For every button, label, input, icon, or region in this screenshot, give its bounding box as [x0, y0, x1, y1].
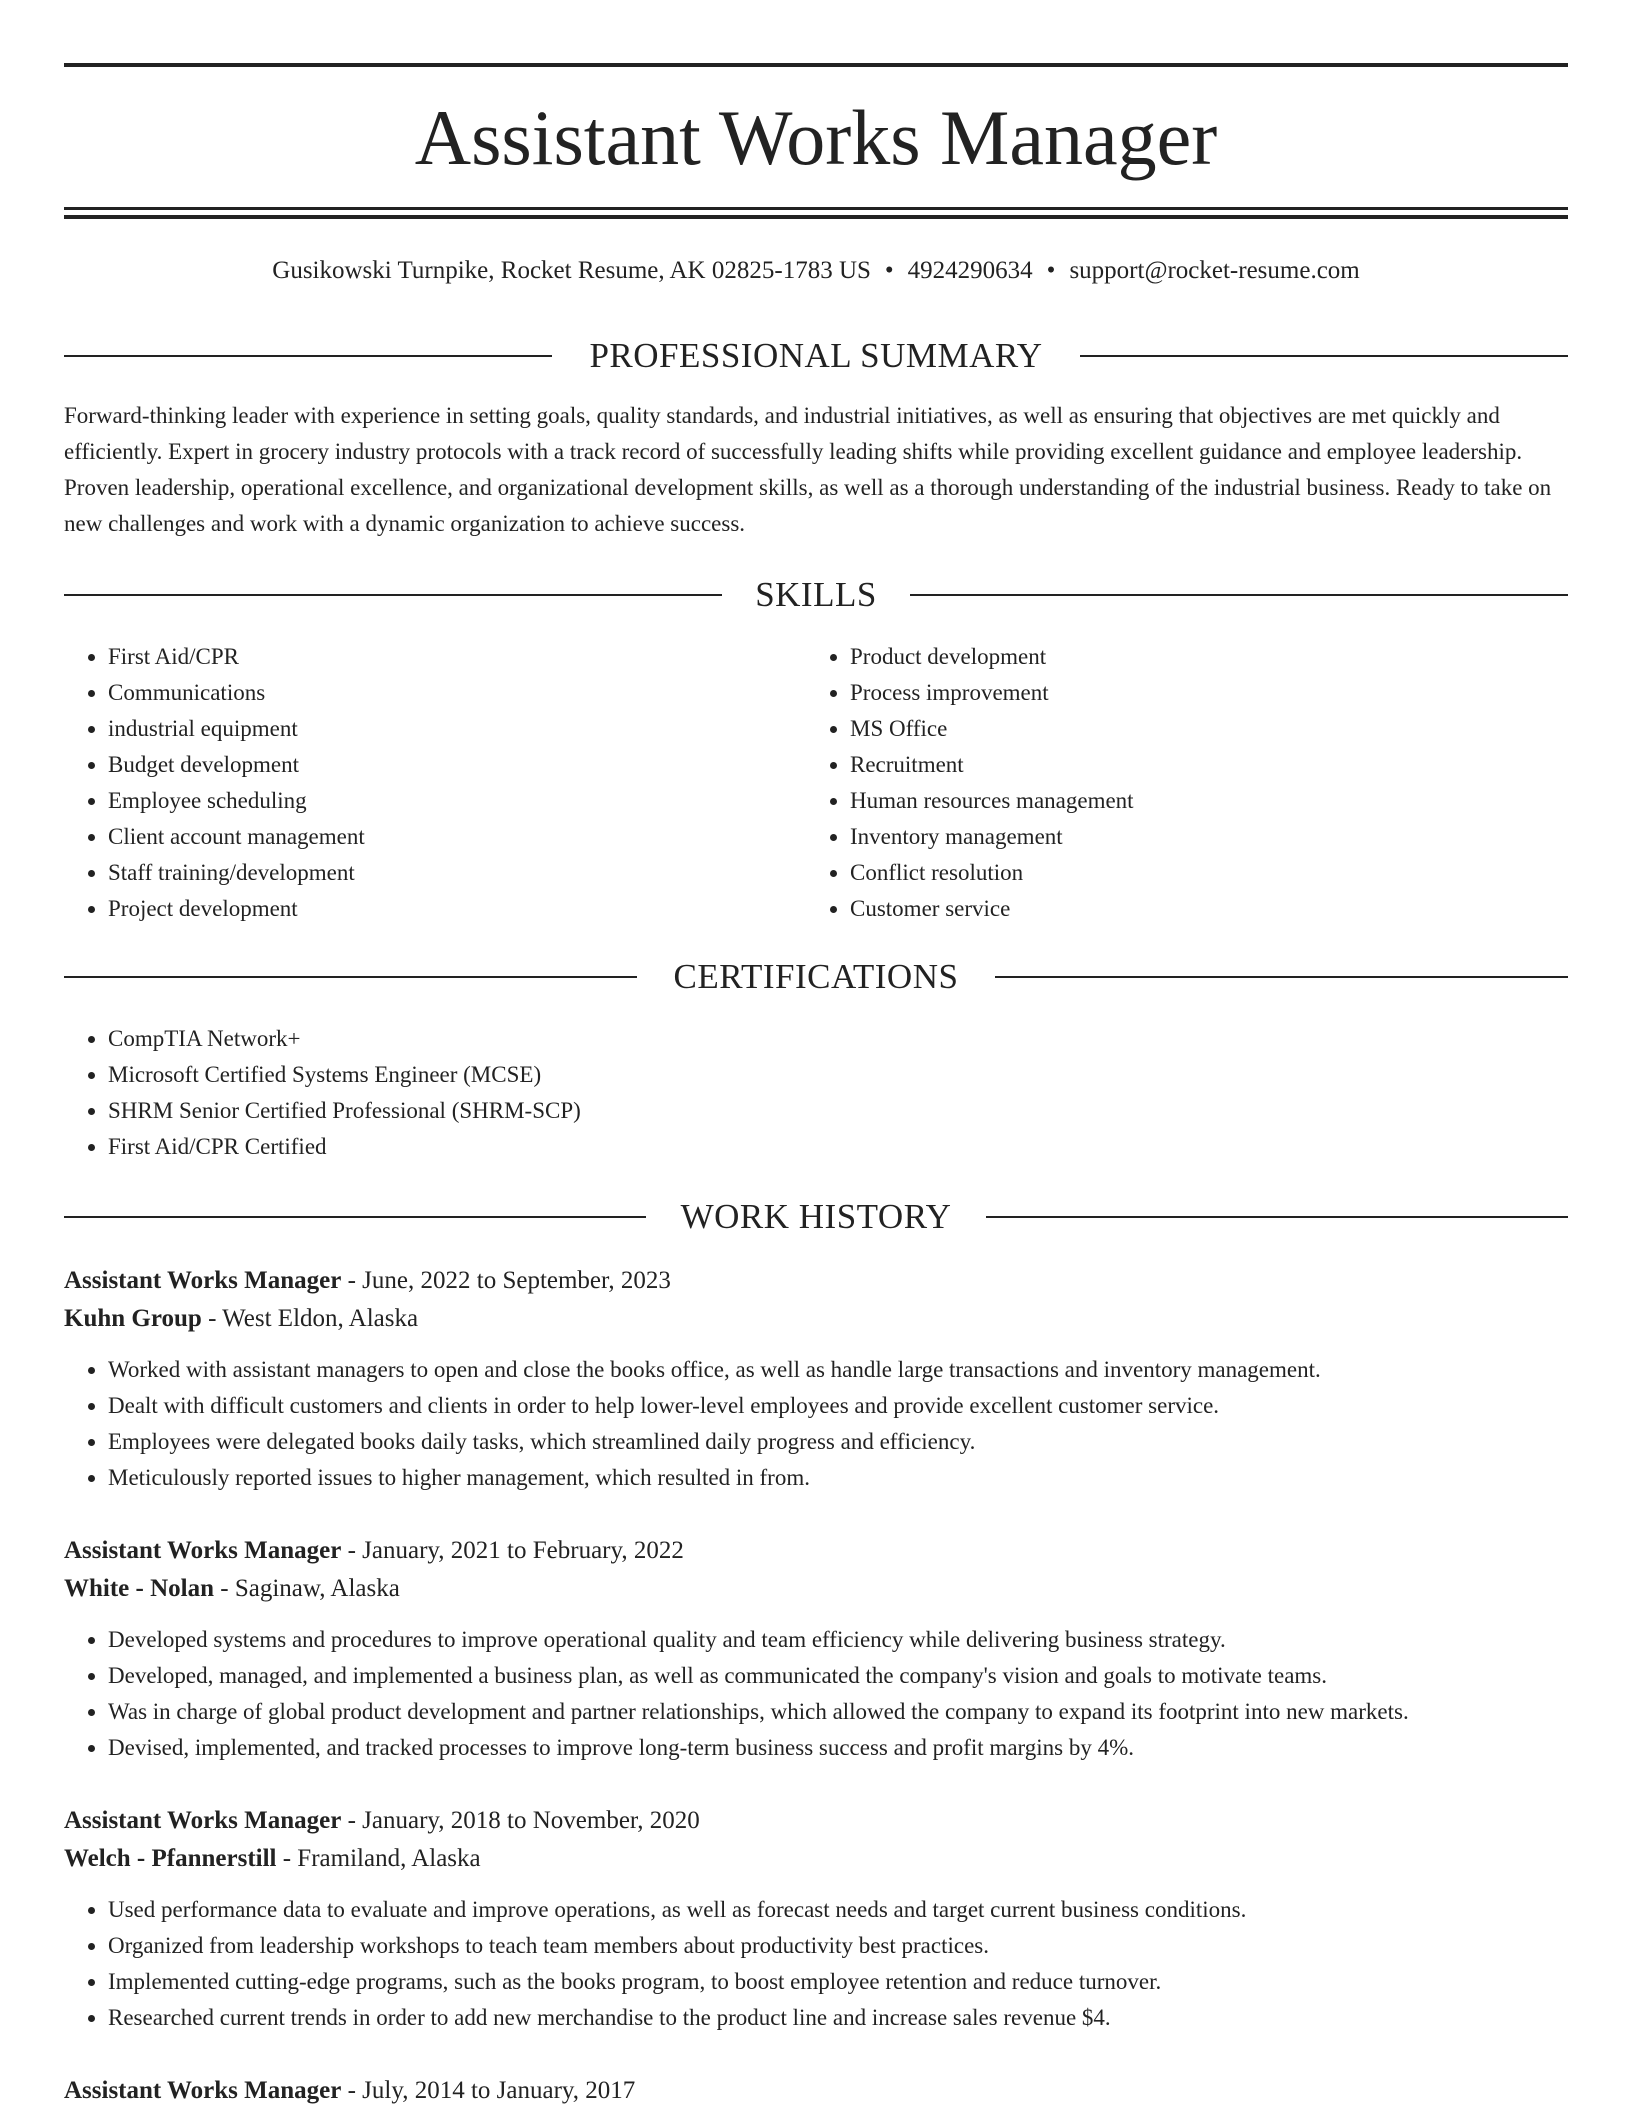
- list-item: • Employees were delegated books daily tasks, which streamlined daily progress and efficiency.: [108, 1424, 1568, 1460]
- job-dates: - July, 2014 to January, 2017: [341, 2077, 636, 2104]
- job-location: - Saginaw, Alaska: [214, 1575, 400, 1602]
- skills-list-left: [64, 639, 764, 927]
- section-heading-certifications: [64, 955, 1568, 999]
- list-item: • First Aid/CPR Certified: [108, 1129, 1568, 1165]
- contact-separator: •: [1046, 257, 1056, 284]
- section-title: WORK HISTORY: [680, 1197, 952, 1236]
- heading-rule-right: [995, 976, 1568, 978]
- contact-phone: 4924290634: [907, 257, 1033, 284]
- heading-rule-right: [986, 1216, 1568, 1218]
- list-item: • Human resources management: [850, 783, 1506, 819]
- list-item: • industrial equipment: [108, 711, 764, 747]
- section-heading-work-history: [64, 1195, 1568, 1239]
- list-item: • Process improvement: [850, 675, 1506, 711]
- job-dates: - June, 2022 to September, 2023: [341, 1267, 671, 1294]
- job-entry: [64, 2072, 1568, 2110]
- list-item: • Employee scheduling: [108, 783, 764, 819]
- job-bullets: [64, 1622, 1568, 1766]
- resume-name: Assistant Works Manager: [414, 94, 1218, 181]
- section-heading-skills: [64, 573, 1568, 617]
- header-double-rule-upper: [64, 207, 1568, 210]
- list-item: • CompTIA Network+: [108, 1021, 1568, 1057]
- list-item: • Recruitment: [850, 747, 1506, 783]
- contact-line: [64, 254, 1568, 288]
- list-item: • Budget development: [108, 747, 764, 783]
- header-double-rule-lower: [64, 215, 1568, 219]
- list-item: • Was in charge of global product development and partner relationships, which allowed the company to expand its footprint into new markets.: [108, 1694, 1568, 1730]
- list-item: • SHRM Senior Certified Professional (SHRM-SCP): [108, 1093, 1568, 1129]
- job-title-line: [64, 2072, 1568, 2110]
- list-item: • Client account management: [108, 819, 764, 855]
- list-item: • Used performance data to evaluate and improve operations, as well as forecast needs and target current business conditions.: [108, 1892, 1568, 1928]
- job-title: Assistant Works Manager: [64, 1807, 342, 1834]
- job-company-line: [64, 1840, 1568, 1878]
- list-item: • Staff training/development: [108, 855, 764, 891]
- contact-email: support@rocket-resume.com: [1069, 257, 1360, 284]
- list-item: • Customer service: [850, 891, 1506, 927]
- list-item: • Developed systems and procedures to improve operational quality and team efficiency while delivering business strategy.: [108, 1622, 1568, 1658]
- list-item: • Project development: [108, 891, 764, 927]
- job-location: - West Eldon, Alaska: [201, 1305, 419, 1332]
- heading-rule-right: [1080, 355, 1568, 357]
- job-entry: [64, 1802, 1568, 2036]
- job-dates: - January, 2018 to November, 2020: [341, 1807, 700, 1834]
- list-item: • Inventory management: [850, 819, 1506, 855]
- job-company-line: [64, 1570, 1568, 1608]
- header-top-rule: [64, 63, 1568, 67]
- job-entry: [64, 1532, 1568, 1766]
- list-item: • Worked with assistant managers to open and close the books office, as well as handle large transactions and inventory management.: [108, 1352, 1568, 1388]
- list-item: • Implemented cutting-edge programs, such as the books program, to boost employee retention and reduce turnover.: [108, 1964, 1568, 2000]
- list-item: • Organized from leadership workshops to teach team members about productivity best practices.: [108, 1928, 1568, 1964]
- contact-address: Gusikowski Turnpike, Rocket Resume, AK 02825-1783 US: [272, 257, 871, 284]
- job-bullets: [64, 1892, 1568, 2036]
- job-company: Welch - Pfannerstill: [64, 1845, 277, 1872]
- skills-list-right: [806, 639, 1506, 927]
- job-location: - Framiland, Alaska: [276, 1845, 481, 1872]
- job-entry: [64, 1262, 1568, 1496]
- contact-separator: •: [884, 257, 894, 284]
- job-title-line: [64, 1532, 1568, 1570]
- section-title: CERTIFICATIONS: [673, 957, 959, 996]
- section-title: PROFESSIONAL SUMMARY: [589, 336, 1043, 375]
- job-title-line: [64, 1802, 1568, 1840]
- list-item: • Product development: [850, 639, 1506, 675]
- skills-column-left: [64, 639, 764, 927]
- list-item: • Developed, managed, and implemented a business plan, as well as communicated the company's vision and goals to motivate teams.: [108, 1658, 1568, 1694]
- list-item: • MS Office: [850, 711, 1506, 747]
- list-item: • Microsoft Certified Systems Engineer (MCSE): [108, 1057, 1568, 1093]
- job-bullets: [64, 1352, 1568, 1496]
- heading-rule-right: [910, 594, 1568, 596]
- certifications-list: [64, 1021, 1568, 1165]
- list-item: • Communications: [108, 675, 764, 711]
- job-company-line: [64, 1300, 1568, 1338]
- list-item: • Meticulously reported issues to higher management, which resulted in from.: [108, 1460, 1568, 1496]
- section-heading-summary: [64, 334, 1568, 378]
- job-company: White - Nolan: [64, 1575, 214, 1602]
- list-item: • Devised, implemented, and tracked processes to improve long-term business success and profit margins by 4%.: [108, 1730, 1568, 1766]
- list-item: • Researched current trends in order to add new merchandise to the product line and increase sales revenue $4.: [108, 2000, 1568, 2036]
- job-title: Assistant Works Manager: [64, 1267, 342, 1294]
- job-title: Assistant Works Manager: [64, 1537, 342, 1564]
- job-company: Kuhn Group: [64, 1305, 202, 1332]
- job-title: Assistant Works Manager: [64, 2077, 342, 2104]
- job-dates: - January, 2021 to February, 2022: [341, 1537, 684, 1564]
- list-item: • First Aid/CPR: [108, 639, 764, 675]
- skills-column-right: [806, 639, 1506, 927]
- summary-text: Forward-thinking leader with experience in setting goals, quality standards, and industrial initiatives, as well as ensuring that objectives are met quickly and efficiently. Expert in grocery industry protocols with a track record of successfully leading shifts while providing excellent guidance and employee leadership. Proven leadership, operational excellence, and organizational development skills, as well as a thorough understanding of the industrial business. Ready to take on new challenges and work with a dynamic organization to achieve success.: [64, 403, 1552, 536]
- list-item: • Dealt with difficult customers and clients in order to help lower-level employees and provide excellent customer service.: [108, 1388, 1568, 1424]
- section-title: SKILLS: [755, 575, 877, 614]
- job-title-line: [64, 1262, 1568, 1300]
- certifications-block: [64, 1021, 1568, 1165]
- list-item: • Conflict resolution: [850, 855, 1506, 891]
